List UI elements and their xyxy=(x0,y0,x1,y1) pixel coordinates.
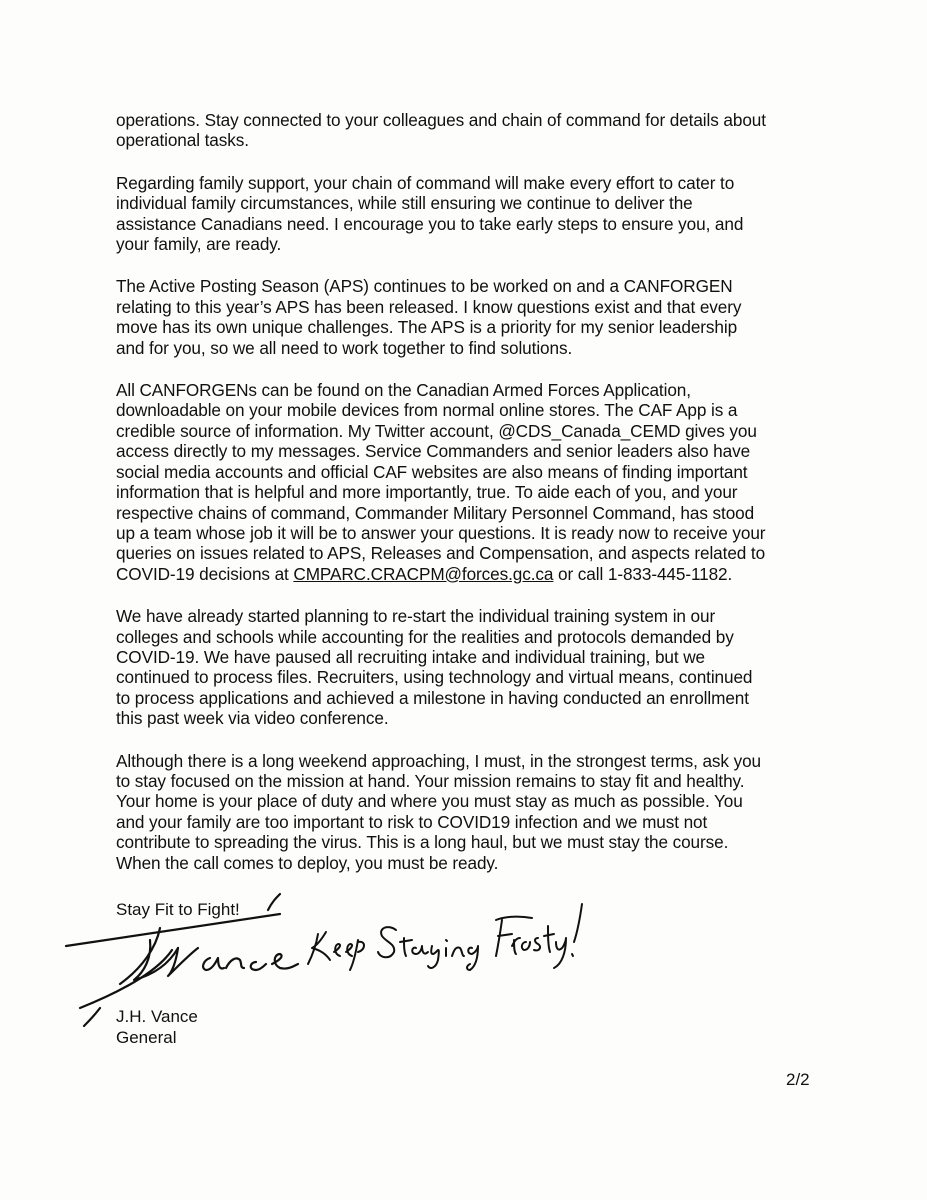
email-link[interactable]: CMPARC.CRACPM@forces.gc.ca xyxy=(293,563,554,584)
phone-text: or call 1-833-445-1182. xyxy=(553,563,733,584)
signatory-title: General xyxy=(116,1028,177,1047)
signatory-name: J.H. Vance xyxy=(116,1007,198,1026)
letter-body xyxy=(116,110,816,895)
signature-block xyxy=(116,1006,198,1048)
page-number: 2/2 xyxy=(786,1070,810,1089)
paragraph-family-support: Regarding family support, your chain of command will make every effort to cater to individual family circumstances, while still ensuring we continue to deliver the assistance Canadians need. I encourage you to take early steps to ensure you, and your family, are ready. xyxy=(116,172,744,255)
paragraph-active-posting-season: The Active Posting Season (APS) continues to be worked on and a CANFORGEN relating to this year’s APS has been released. I know questions exist and that every move has its own unique challenges. The APS is a priority for my senior leadership and for you, so we all need to work together to find solutions. xyxy=(116,276,742,358)
handwritten-note-image xyxy=(300,890,600,980)
closing-line: Stay Fit to Fight! xyxy=(116,900,240,919)
canforgens-text: All CANFORGENs can be found on the Canadian Armed Forces Application, downloadable on your mobile devices from normal online stores. The CAF App is a credible source of information. My Twitter account, @CDS_Canada_CEMD gives you access directly to my messages. Service Commanders and senior leaders also have social media accounts and official CAF websites are also means of finding important information that is helpful and more importantly, true. To aide each of you, and your respective chains of command, Commander Military Personnel Command, has stood up a team whose job it will be to answer your questions. It is ready now to receive your queries on issues related to APS, Releases and Compensation, and aspects related to COVID-19 decisions at xyxy=(116,380,766,584)
paragraph-operations: operations. Stay connected to your colleagues and chain of command for details about operational tasks. xyxy=(116,110,766,151)
paragraph-canforgens xyxy=(116,380,816,584)
paragraph-long-weekend: Although there is a long weekend approaching, I must, in the strongest terms, ask you to stay focused on the mission at hand. Your mission remains to stay fit and healthy. Your home is your place of duty and where you must stay as much as possible. You and your family are too important to risk to COVID19 infection and we must not contribute to spreading the virus. This is a long haul, but we must stay the course. When the call comes to deploy, you must be ready. xyxy=(116,750,761,873)
paragraph-training: We have already started planning to re-start the individual training system in our colleges and schools while accounting for the realities and protocols demanded by COVID-19. We have paused all recruiting intake and individual training, but we continued to process files. Recruiters, using technology and virtual means, continued to process applications and achieved a milestone in having conducted an enrollment this past week via video conference. xyxy=(116,606,753,729)
